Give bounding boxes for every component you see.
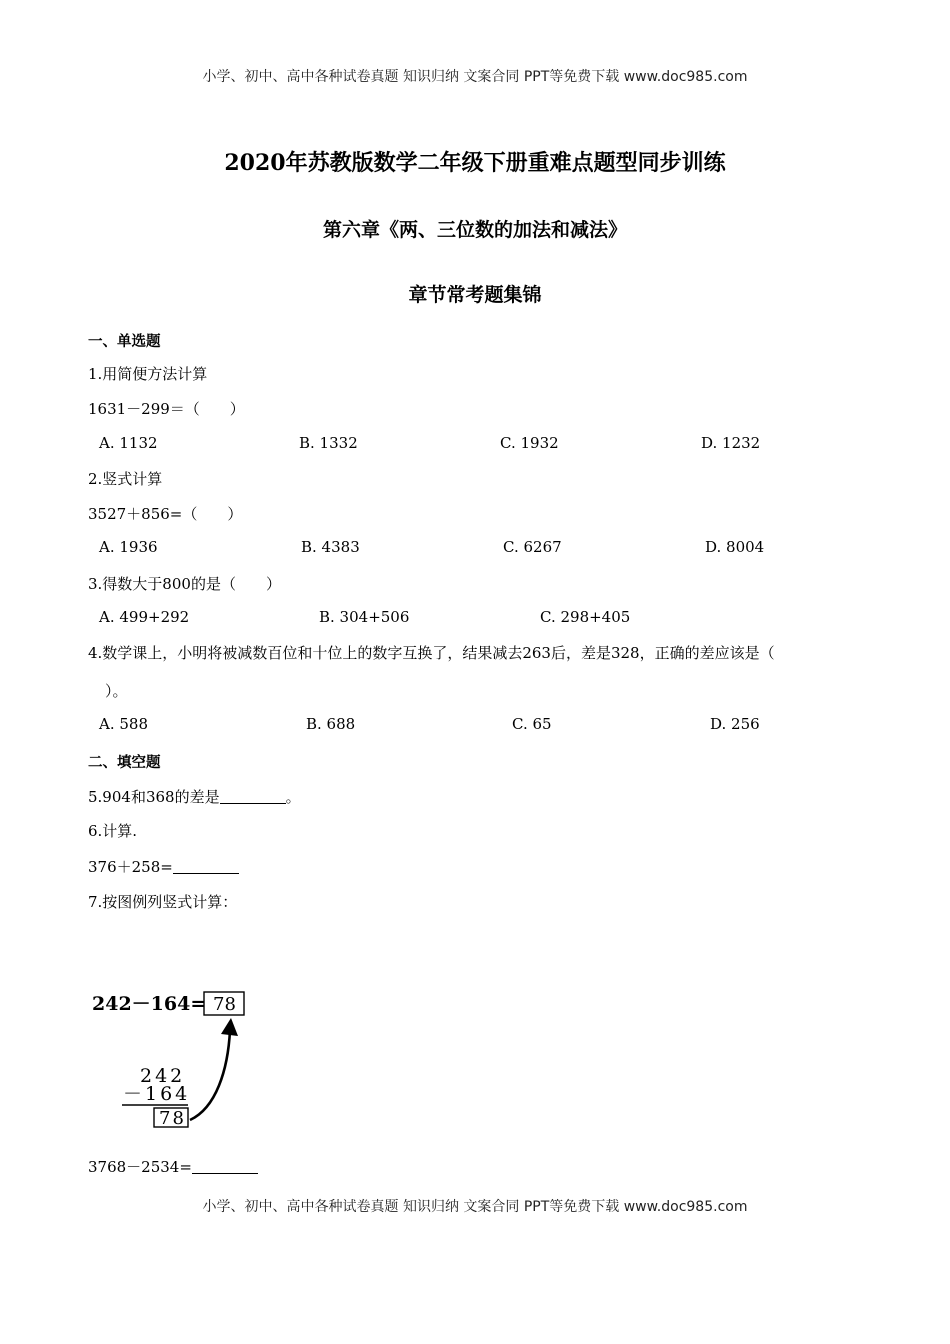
question-2-option-d: D. 8004: [705, 538, 765, 556]
question-1-option-d: D. 1232: [701, 434, 761, 452]
question-2-option-b: B. 4383: [301, 538, 360, 556]
question-2-option-c: C. 6267: [503, 538, 562, 556]
question-7-expression: 3768－2534=: [88, 1158, 192, 1176]
question-4-stem: 4.数学课上，小明将被减数百位和十位上的数字互换了，结果减去263后，差是328，正确的差应该是（: [88, 644, 775, 662]
question-1-option-c: C. 1932: [500, 434, 559, 452]
question-2-stem: 2.竖式计算: [88, 470, 163, 488]
question-4-option-d: D. 256: [710, 715, 760, 733]
question-3-option-c: C. 298+405: [540, 608, 631, 626]
question-7-stem: 7.按图例列竖式计算：: [88, 893, 238, 911]
question-3-option-b: B. 304+506: [319, 608, 410, 626]
answer-blank: [220, 789, 286, 804]
example-answer: 78: [213, 994, 236, 1015]
question-1-option-b: B. 1332: [299, 434, 358, 452]
section-single-choice: 一、单选题: [88, 333, 161, 350]
example-equation: 242－164=: [92, 993, 207, 1015]
example-result: 78: [159, 1108, 186, 1129]
question-4-option-c: C. 65: [512, 715, 552, 733]
arrow-head-icon: [221, 1018, 238, 1036]
question-6-stem: 6.计算.: [88, 822, 138, 840]
example-subtrahend: －164: [123, 1083, 191, 1105]
page-footer: 小学、初中、高中各种试卷真题 知识归纳 文案合同 PPT等免费下载 www.doc985.com: [202, 1199, 748, 1215]
question-2-option-a: A. 1936: [99, 538, 158, 556]
question-3-stem: 3.得数大于800的是（ ）: [88, 575, 281, 593]
question-7-expression-line: [88, 1156, 258, 1177]
question-5-suffix: 。: [285, 788, 301, 806]
question-4-stem-continuation: ）。: [105, 682, 128, 700]
example-minuend: 242: [140, 1065, 186, 1087]
question-4-option-b: B. 688: [306, 715, 356, 733]
question-1-stem: 1.用简便方法计算: [88, 365, 208, 383]
question-2-expression: 3527＋856=（ ）: [88, 505, 243, 523]
question-1-expression: 1631－299＝（ ）: [88, 400, 245, 418]
curved-arrow-shaft: [190, 1030, 230, 1120]
answer-blank: [173, 859, 239, 874]
question-6-expression-line: [88, 856, 239, 877]
subtitle: 章节常考题集锦: [408, 284, 542, 306]
section-fill-blank: 二、填空题: [88, 754, 161, 771]
question-3-option-a: A. 499+292: [99, 608, 190, 626]
question-1-option-a: A. 1132: [99, 434, 158, 452]
vertical-subtraction-example: [86, 980, 256, 1130]
chapter-title: 第六章《两、三位数的加法和减法》: [322, 219, 627, 241]
question-5: [88, 786, 301, 807]
page-header: 小学、初中、高中各种试卷真题 知识归纳 文案合同 PPT等免费下载 www.doc985.com: [202, 69, 748, 85]
document-title: 2020年苏教版数学二年级下册重难点题型同步训练: [224, 150, 726, 176]
question-4-option-a: A. 588: [99, 715, 148, 733]
question-5-stem: 5.904和368的差是: [88, 788, 220, 806]
question-6-expression: 376＋258=: [88, 858, 173, 876]
answer-blank: [192, 1159, 258, 1174]
